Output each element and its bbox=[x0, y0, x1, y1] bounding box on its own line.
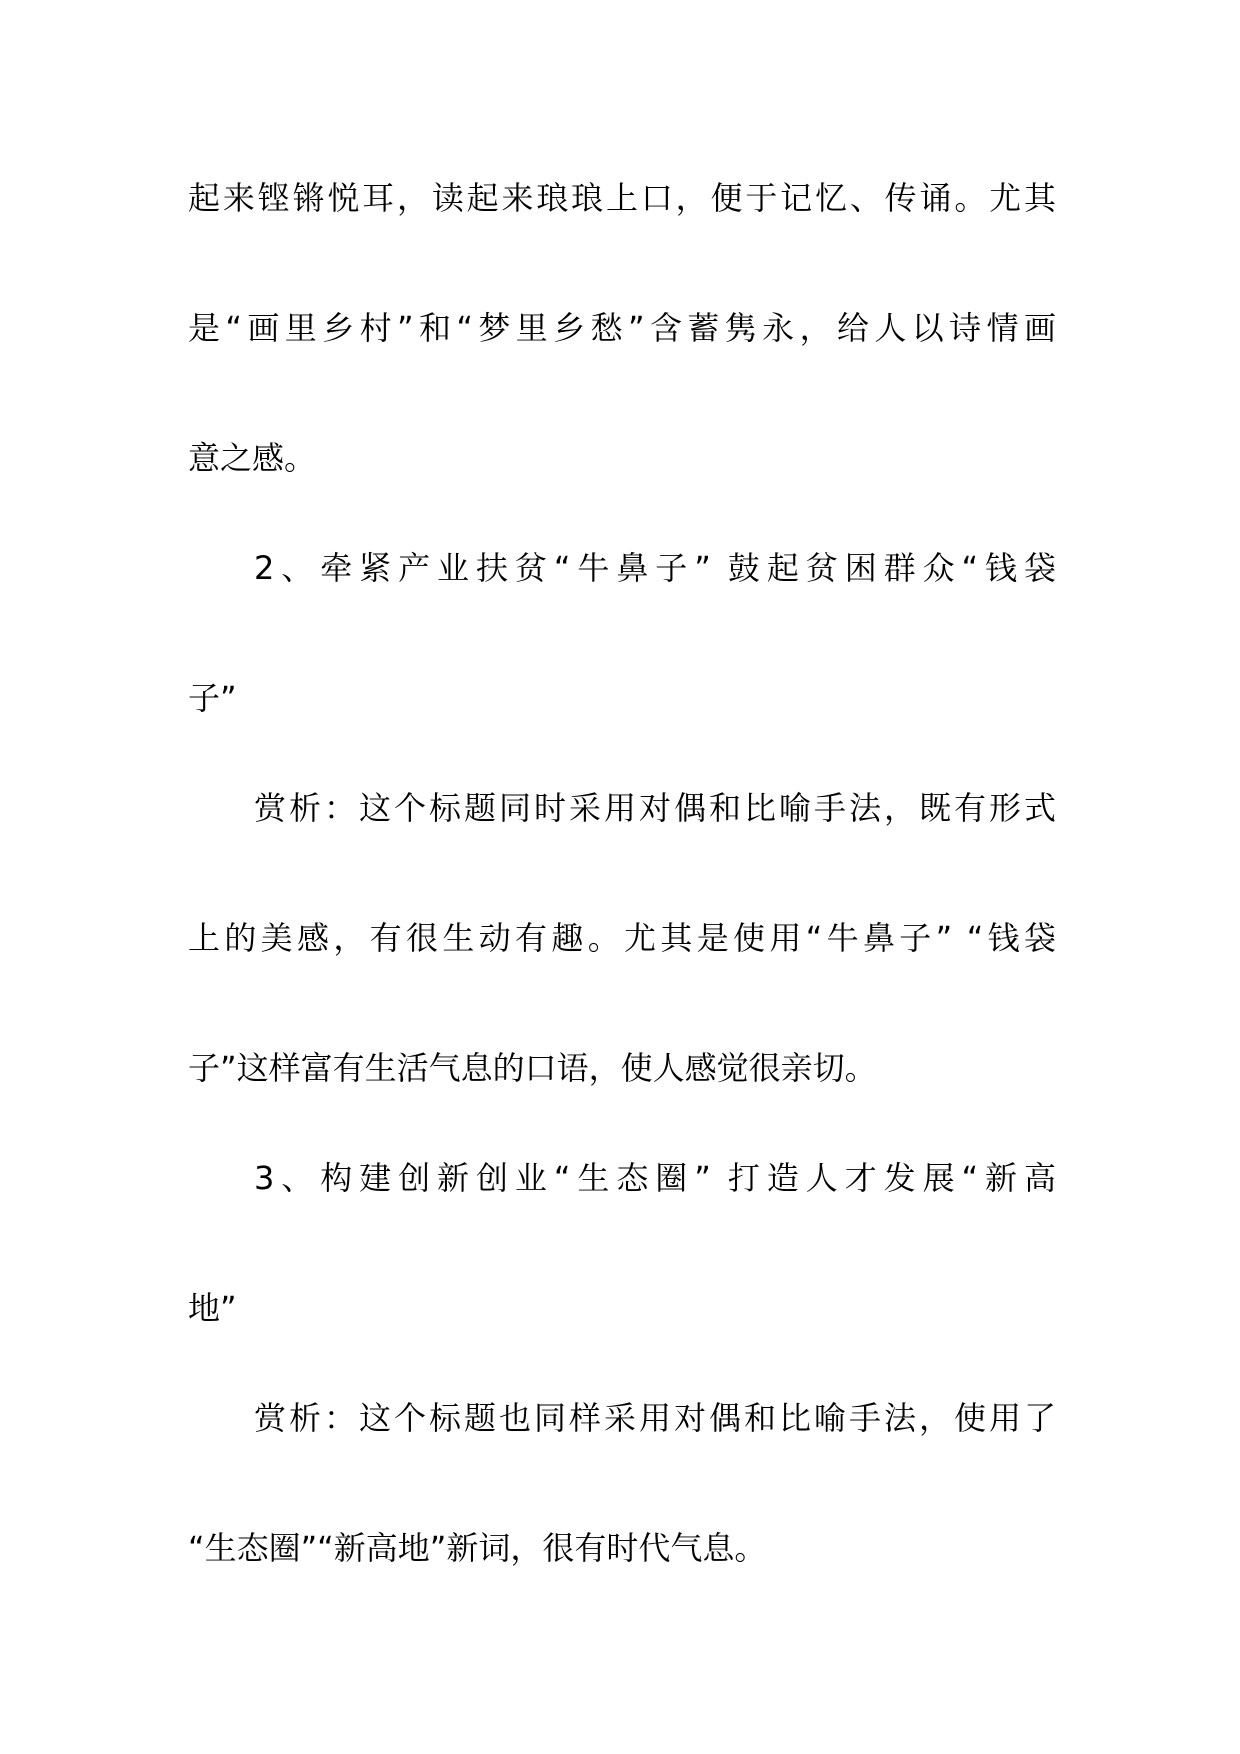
analysis-3-line-1: 赏析：这个标题也同样采用对偶和比喻手法，使用了 bbox=[254, 1399, 1056, 1437]
analysis-3-line-2: “生态圈”“新高地”新词，很有时代气息。 bbox=[188, 1529, 767, 1567]
analysis-2-line-3: 子”这样富有生活气息的口语，使人感觉很亲切。 bbox=[188, 1049, 877, 1087]
heading-2: 2、牵紧产业扶贫“牛鼻子” 鼓起贫困群众“钱袋 bbox=[254, 549, 1056, 587]
analysis-2-line-1: 赏析：这个标题同时采用对偶和比喻手法，既有形式 bbox=[254, 789, 1056, 827]
text-line-1: 起来铿锵悦耳，读起来琅琅上口，便于记忆、传诵。尤其 bbox=[188, 179, 1056, 217]
analysis-2-line-2: 上的美感，有很生动有趣。尤其是使用“牛鼻子” “钱袋 bbox=[188, 919, 1056, 957]
heading-2-continued: 子” bbox=[188, 679, 237, 717]
heading-3-continued: 地” bbox=[188, 1289, 237, 1327]
text-line-2: 是“画里乡村”和“梦里乡愁”含蓄隽永，给人以诗情画 bbox=[188, 309, 1056, 347]
heading-3: 3、构建创新创业“生态圈” 打造人才发展“新高 bbox=[254, 1159, 1056, 1197]
text-line-3: 意之感。 bbox=[188, 439, 317, 477]
